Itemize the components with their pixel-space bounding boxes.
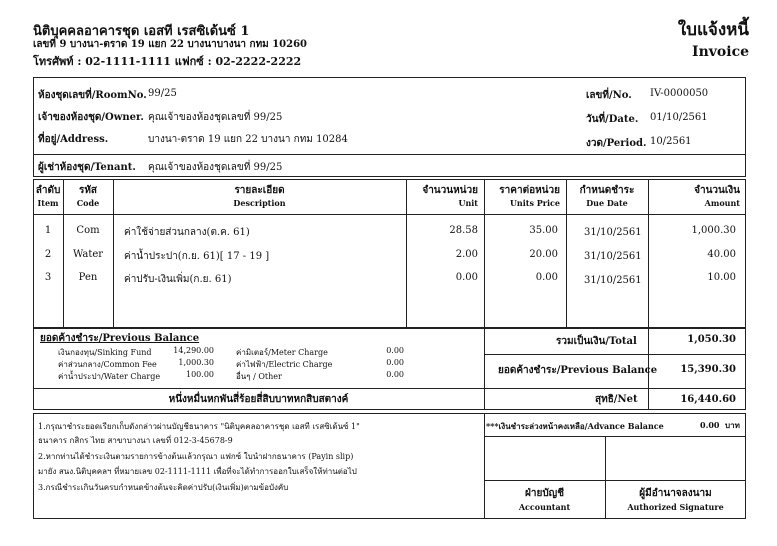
- company-address: เลขที่ 9 บางนา-ตราด 19 แยก 22 บางนาบางนา กทม 10260: [33, 39, 308, 50]
- address-value: บางนา-ตราด 19 แยก 22 บางนา กทม 10284: [148, 134, 348, 145]
- period-label: งวด/Period.: [586, 138, 647, 149]
- date-label: วันที่/Date.: [586, 114, 639, 125]
- table-row-item: 2: [44, 249, 52, 260]
- doc-title-en: Invoice: [692, 44, 749, 60]
- note-line: ธนาคาร กสิกร ไทย สาขาบางนา เลขที่ 012-3-45678-9: [38, 436, 233, 445]
- prev-line-value: 100.00: [186, 370, 214, 379]
- table-row-amount: 40.00: [707, 249, 736, 260]
- prev-total-label: ยอดค้างชำระ/Previous Balance: [498, 365, 658, 376]
- prev-total-value: 15,390.30: [680, 364, 736, 375]
- col-unit-header: จำนวนหน่วย Unit: [422, 185, 478, 208]
- table-row-due: 31/10/2561: [584, 251, 642, 262]
- table-row-item: 1: [44, 225, 52, 236]
- room-label: ห้องชุดเลขที่/RoomNo.: [38, 90, 147, 101]
- advance-value: 0.00: [700, 420, 720, 430]
- accountant-signature-en: Accountant: [518, 502, 571, 512]
- tenant-label: ผู้เช่าห้องชุด/Tenant.: [38, 162, 136, 173]
- net-label: สุทธิ/Net: [595, 394, 638, 405]
- prev-line-value: 0.00: [386, 346, 404, 355]
- table-row-unit: 28.58: [449, 225, 478, 236]
- prev-line-label: ค่าส่วนกลาง/Common Fee: [58, 360, 157, 369]
- authorized-signature-th: ผู้มีอำนาจลงนาม: [639, 488, 712, 499]
- prev-balance-title: ยอดค้างชำระ/Previous Balance: [40, 333, 200, 344]
- col-item-header: ลำดับ Item: [35, 185, 61, 208]
- prev-line-label: ค่ามิเตอร์/Meter Charge: [236, 348, 328, 357]
- note-line: 3.กรณีชำระเกินวันครบกำหนดข้างต้นจะคิดค่าปรับ(เงินเพิ่ม)ตามข้อบังคับ: [38, 483, 289, 492]
- address-label: ที่อยู่/Address.: [38, 134, 109, 145]
- prev-line-value: 1,000.30: [178, 358, 214, 367]
- amount-in-words: หนึ่งหมื่นหกพันสี่ร้อยสี่สิบบาทหกสิบสตางค์: [168, 394, 349, 405]
- prev-line-value: 14,290.00: [173, 346, 214, 355]
- accountant-signature-th: ฝ่ายบัญชี: [525, 488, 564, 499]
- table-row-due: 31/10/2561: [584, 275, 642, 286]
- authorized-signature-en: Authorized Signature: [627, 502, 724, 512]
- table-row-price: 20.00: [529, 249, 558, 260]
- table-row-code: Water: [72, 249, 104, 260]
- owner-label: เจ้าของห้องชุด/Owner.: [38, 112, 144, 123]
- table-row-code: Com: [76, 225, 100, 236]
- table-row-desc: ค่าปรับ-เงินเพิ่ม(ก.ย. 61): [124, 274, 232, 285]
- table-row-price: 35.00: [529, 225, 558, 236]
- col-code-header: รหัส Code: [76, 185, 100, 208]
- table-row-item: 3: [44, 272, 52, 283]
- table-row-amount: 10.00: [707, 272, 736, 283]
- table-row-amount: 1,000.30: [691, 225, 736, 236]
- advance-unit: บาท: [725, 420, 740, 430]
- table-row-unit: 0.00: [455, 272, 478, 283]
- company-name: นิติบุคคลอาคารชุด เอสที เรสซิเด้นซ์ 1: [33, 24, 250, 39]
- note-line: มายัง สนง.นิติบุคคลฯ ที่หมายเลข 02-1111-1111 เพื่อที่จะได้ทำการออกใบเสร็จให้ท่านต่อไป: [38, 467, 357, 476]
- date-value: 01/10/2561: [650, 112, 708, 123]
- col-desc-header: รายละเอียด Description: [233, 185, 286, 208]
- table-row-code: Pen: [78, 272, 98, 283]
- no-label: เลขที่/No.: [586, 90, 632, 101]
- prev-line-value: 0.00: [386, 370, 404, 379]
- note-line: 1.กรุณาชำระยอดเรียกเก็บดังกล่าวผ่านบัญชีธนาคาร "นิติบุคคลอาคารชุด เอสที เรสซิเด้นซ์ 1": [38, 422, 360, 431]
- advance-label: ***เงินชำระล่วงหน้าคงเหลือ/Advance Balance: [486, 421, 664, 431]
- total-value: 1,050.30: [687, 334, 736, 345]
- no-value: IV-0000050: [650, 88, 709, 99]
- prev-line-label: ค่าไฟฟ้า/Electric Charge: [236, 360, 333, 369]
- prev-line-label: เงินกองทุน/Sinking Fund: [58, 348, 152, 357]
- col-amount-header: จำนวนเงิน Amount: [694, 185, 740, 208]
- company-phone: โทรศัพท์ : 02-1111-1111 แฟกซ์ : 02-2222-2222: [33, 55, 302, 68]
- tenant-value: คุณเจ้าของห้องชุดเลขที่ 99/25: [148, 162, 283, 173]
- doc-title-th: ใบแจ้งหนี้: [677, 20, 749, 40]
- table-row-due: 31/10/2561: [584, 227, 642, 238]
- note-line: 2.หากท่านได้ชำระเงินตามรายการข้างต้นแล้วกรุณา แฟกซ์ ใบนำฝากธนาคาร (Payin slip): [38, 452, 354, 461]
- col-price-header: ราคาต่อหน่วย Units Price: [499, 185, 560, 208]
- owner-value: คุณเจ้าของห้องชุดเลขที่ 99/25: [148, 112, 283, 123]
- table-row-desc: ค่าน้ำประปา(ก.ย. 61)[ 17 - 19 ]: [124, 251, 270, 262]
- table-row-unit: 2.00: [455, 249, 478, 260]
- net-value: 16,440.60: [680, 394, 736, 405]
- total-label: รวมเป็นเงิน/Total: [556, 336, 637, 347]
- prev-line-value: 0.00: [386, 358, 404, 367]
- prev-line-label: อื่นๆ / Other: [236, 372, 282, 381]
- room-value: 99/25: [148, 88, 177, 99]
- col-due-header: กำหนดชำระ Due Date: [579, 185, 635, 208]
- table-row-price: 0.00: [535, 272, 558, 283]
- period-value: 10/2561: [650, 136, 692, 147]
- prev-line-label: ค่าน้ำประปา/Water Charge: [58, 372, 161, 381]
- table-row-desc: ค่าใช้จ่ายส่วนกลาง(ต.ค. 61): [124, 227, 250, 238]
